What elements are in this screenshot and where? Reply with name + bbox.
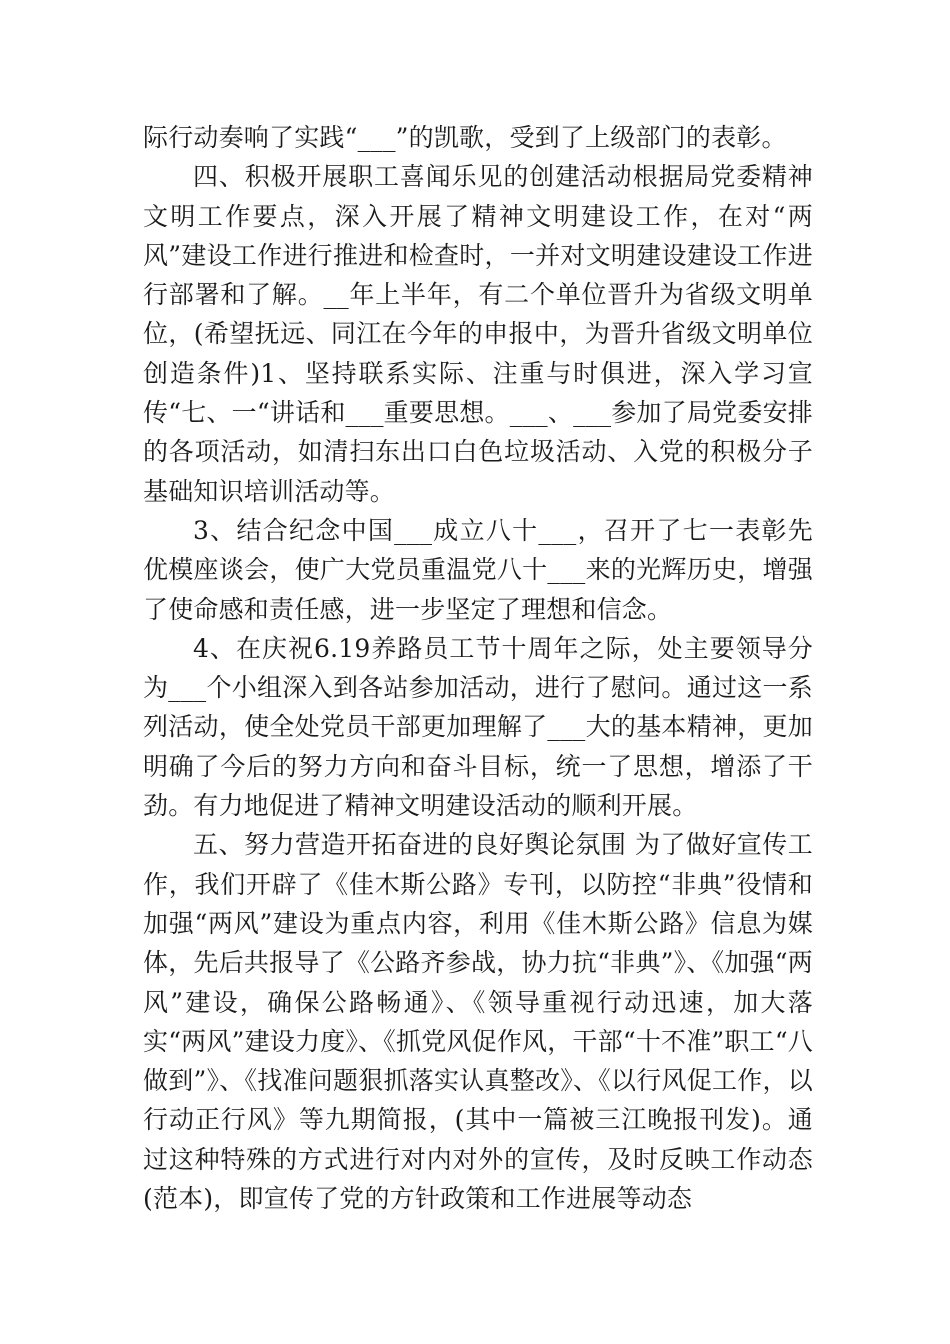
paragraph-continuation: 际行动奏响了实践“___”的凯歌，受到了上级部门的表彰。 xyxy=(143,123,787,152)
paragraph-item-three: 3、结合纪念中国___成立八十___，召开了七一表彰先优模座谈会，使广大党员重温党八十___来的光辉历史，增强了使命感和责任感，进一步坚定了理想和信念。 xyxy=(143,515,813,624)
paragraph-item-four: 4、在庆祝6.19养路员工节十周年之际，处主要领导分为___个小组深入到各站参加活动，进行了慰问。通过这一系列活动，使全处党员干部更加理解了___大的基本精神，更加明确了今后的努力方向和奋斗目标，统一了思想，增添了干劲。有力地促进了精神文明建设活动的顺利开展。 xyxy=(143,633,813,821)
paragraph-section-five: 五、努力营造开拓奋进的良好舆论氛围 为了做好宣传工作，我们开辟了《佳木斯公路》专刊，以防控“非典”役情和加强“两风”建设为重点内容，利用《佳木斯公路》信息为媒体，先后共报导了《公路齐参战，协力抗“非典”》、《加强“两风”建设，确保公路畅通》、《领导重视行动迅速，加大落实“两风”建设力度》、《抓党风促作风，干部“十不准”职工“八做到”》、《找准问题狠抓落实认真整改》、《以行风促工作，以行动正行风》等九期简报，(其中一篇被三江晚报刊发)。通过这种特殊的方式进行对内对外的宣传，及时反映工作动态(范本)，即宣传了党的方针政策和工作进展等动态 xyxy=(143,830,813,1214)
paragraph-section-four: 四、积极开展职工喜闻乐见的创建活动根据局党委精神文明工作要点，深入开展了精神文明建设工作，在对“两风”建设工作进行推进和检查时，一并对文明建设建设工作进行部署和了解。__年上半年，有二个单位晋升为省级文明单位，(希望抚远、同江在今年的申报中，为晋升省级文明单位创造条件)1、坚持联系实际、注重与时俱进，深入学习宣传“七、一“讲话和___重要思想。___、___参加了局党委安排的各项活动，如清扫东出口白色垃圾活动、入党的积极分子基础知识培训活动等。 xyxy=(143,162,813,506)
document-body xyxy=(143,118,813,1218)
